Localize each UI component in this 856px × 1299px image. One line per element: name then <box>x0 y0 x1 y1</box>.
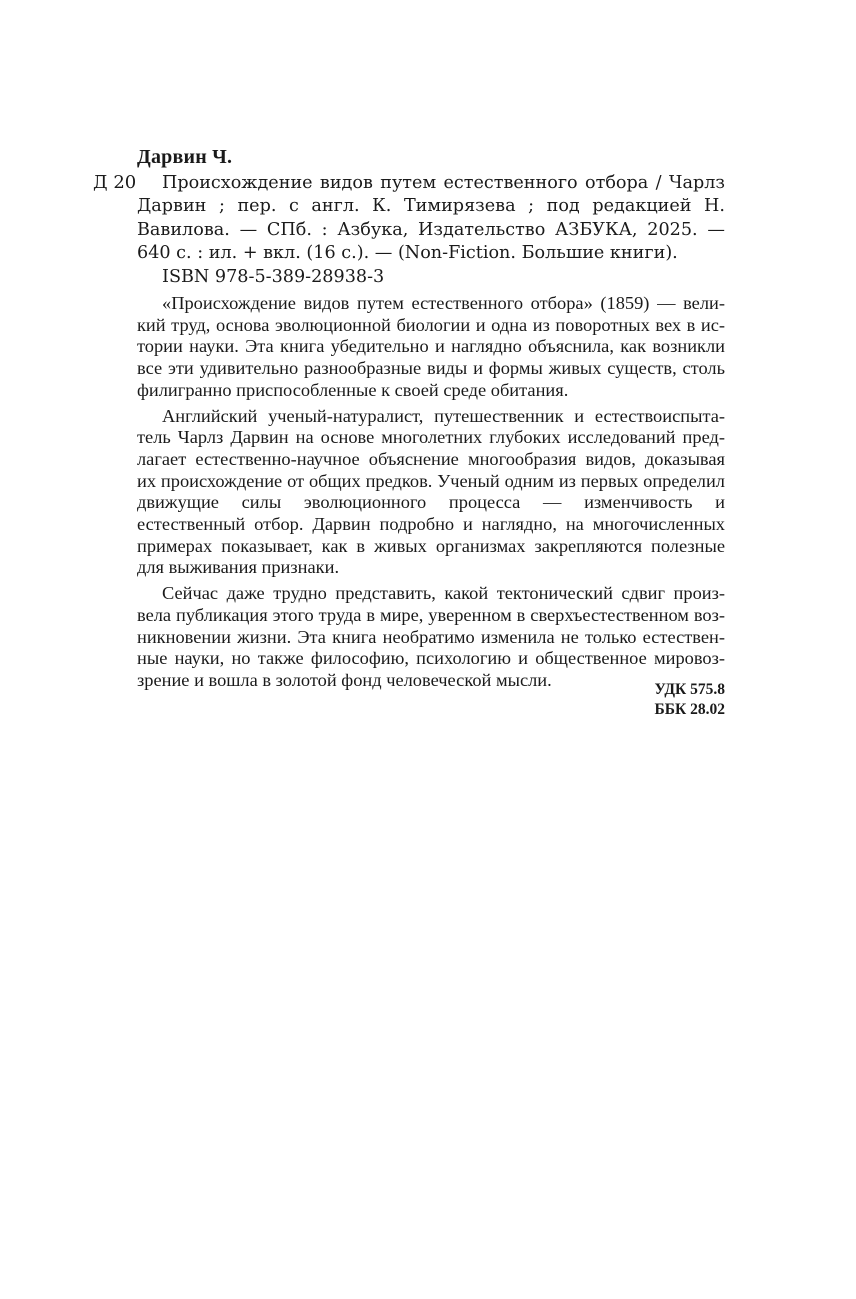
udk-code: УДК 575.8 <box>654 681 725 698</box>
annotation-paragraph: Сейчас даже трудно представить, какой тектонический сдвиг произвела публикация этого труда в мире, уверенном в сверхъестественном возникновении жизни. Эта книга необратимо изменила не только естественные науки, но также философию, психологию и общественное мировоззрение и вошла в золотой фонд человеческой мысли. <box>137 583 725 690</box>
author-heading: Дарвин Ч. <box>137 146 233 168</box>
isbn: ISBN 978-5-389-28938-3 <box>162 267 385 287</box>
annotation-paragraph: «Происхождение видов путем естественного отбора» (1859) — великий труд, основа эволюционной биологии и одна из поворотных вех в истории науки. Эта книга убедительно и наглядно объяснила, как возникли все эти удивительно разнообразные виды и формы живых существ, столь филигранно приспособленные к своей среде обитания. <box>137 293 725 400</box>
bibliographic-description <box>137 172 725 266</box>
annotation-paragraph: Английский ученый-натуралист, путешественник и естествоиспытатель Чарлз Дарвин на основе многолетних глубоких исследований предлагает естественно-научное объяснение многообразия видов, доказывая их происхождение от общих предков. Ученый одним из первых определил движущие силы эволюционного процесса — изменчивость и естественный отбор. Дарвин подробно и наглядно, на многочисленных примерах показывает, как в живых организмах закрепляются полезные для выживания признаки. <box>137 405 725 578</box>
classification-codes <box>655 680 725 719</box>
shelf-code: Д 20 <box>93 172 137 193</box>
bibliographic-description-text: Происхождение видов путем естественного отбора / Чарлз Дарвин ; пер. с англ. К. Тимирязева ; под редакцией Н. Вавилова. — СПб. : Азбука, Издательство АЗБУКА, 2025. — 640 с. : ил. + вкл. (16 с.). — (Non-Fiction. Большие книги). <box>137 173 725 264</box>
annotation <box>137 293 725 696</box>
bbk-code: ББК 28.02 <box>654 700 725 718</box>
